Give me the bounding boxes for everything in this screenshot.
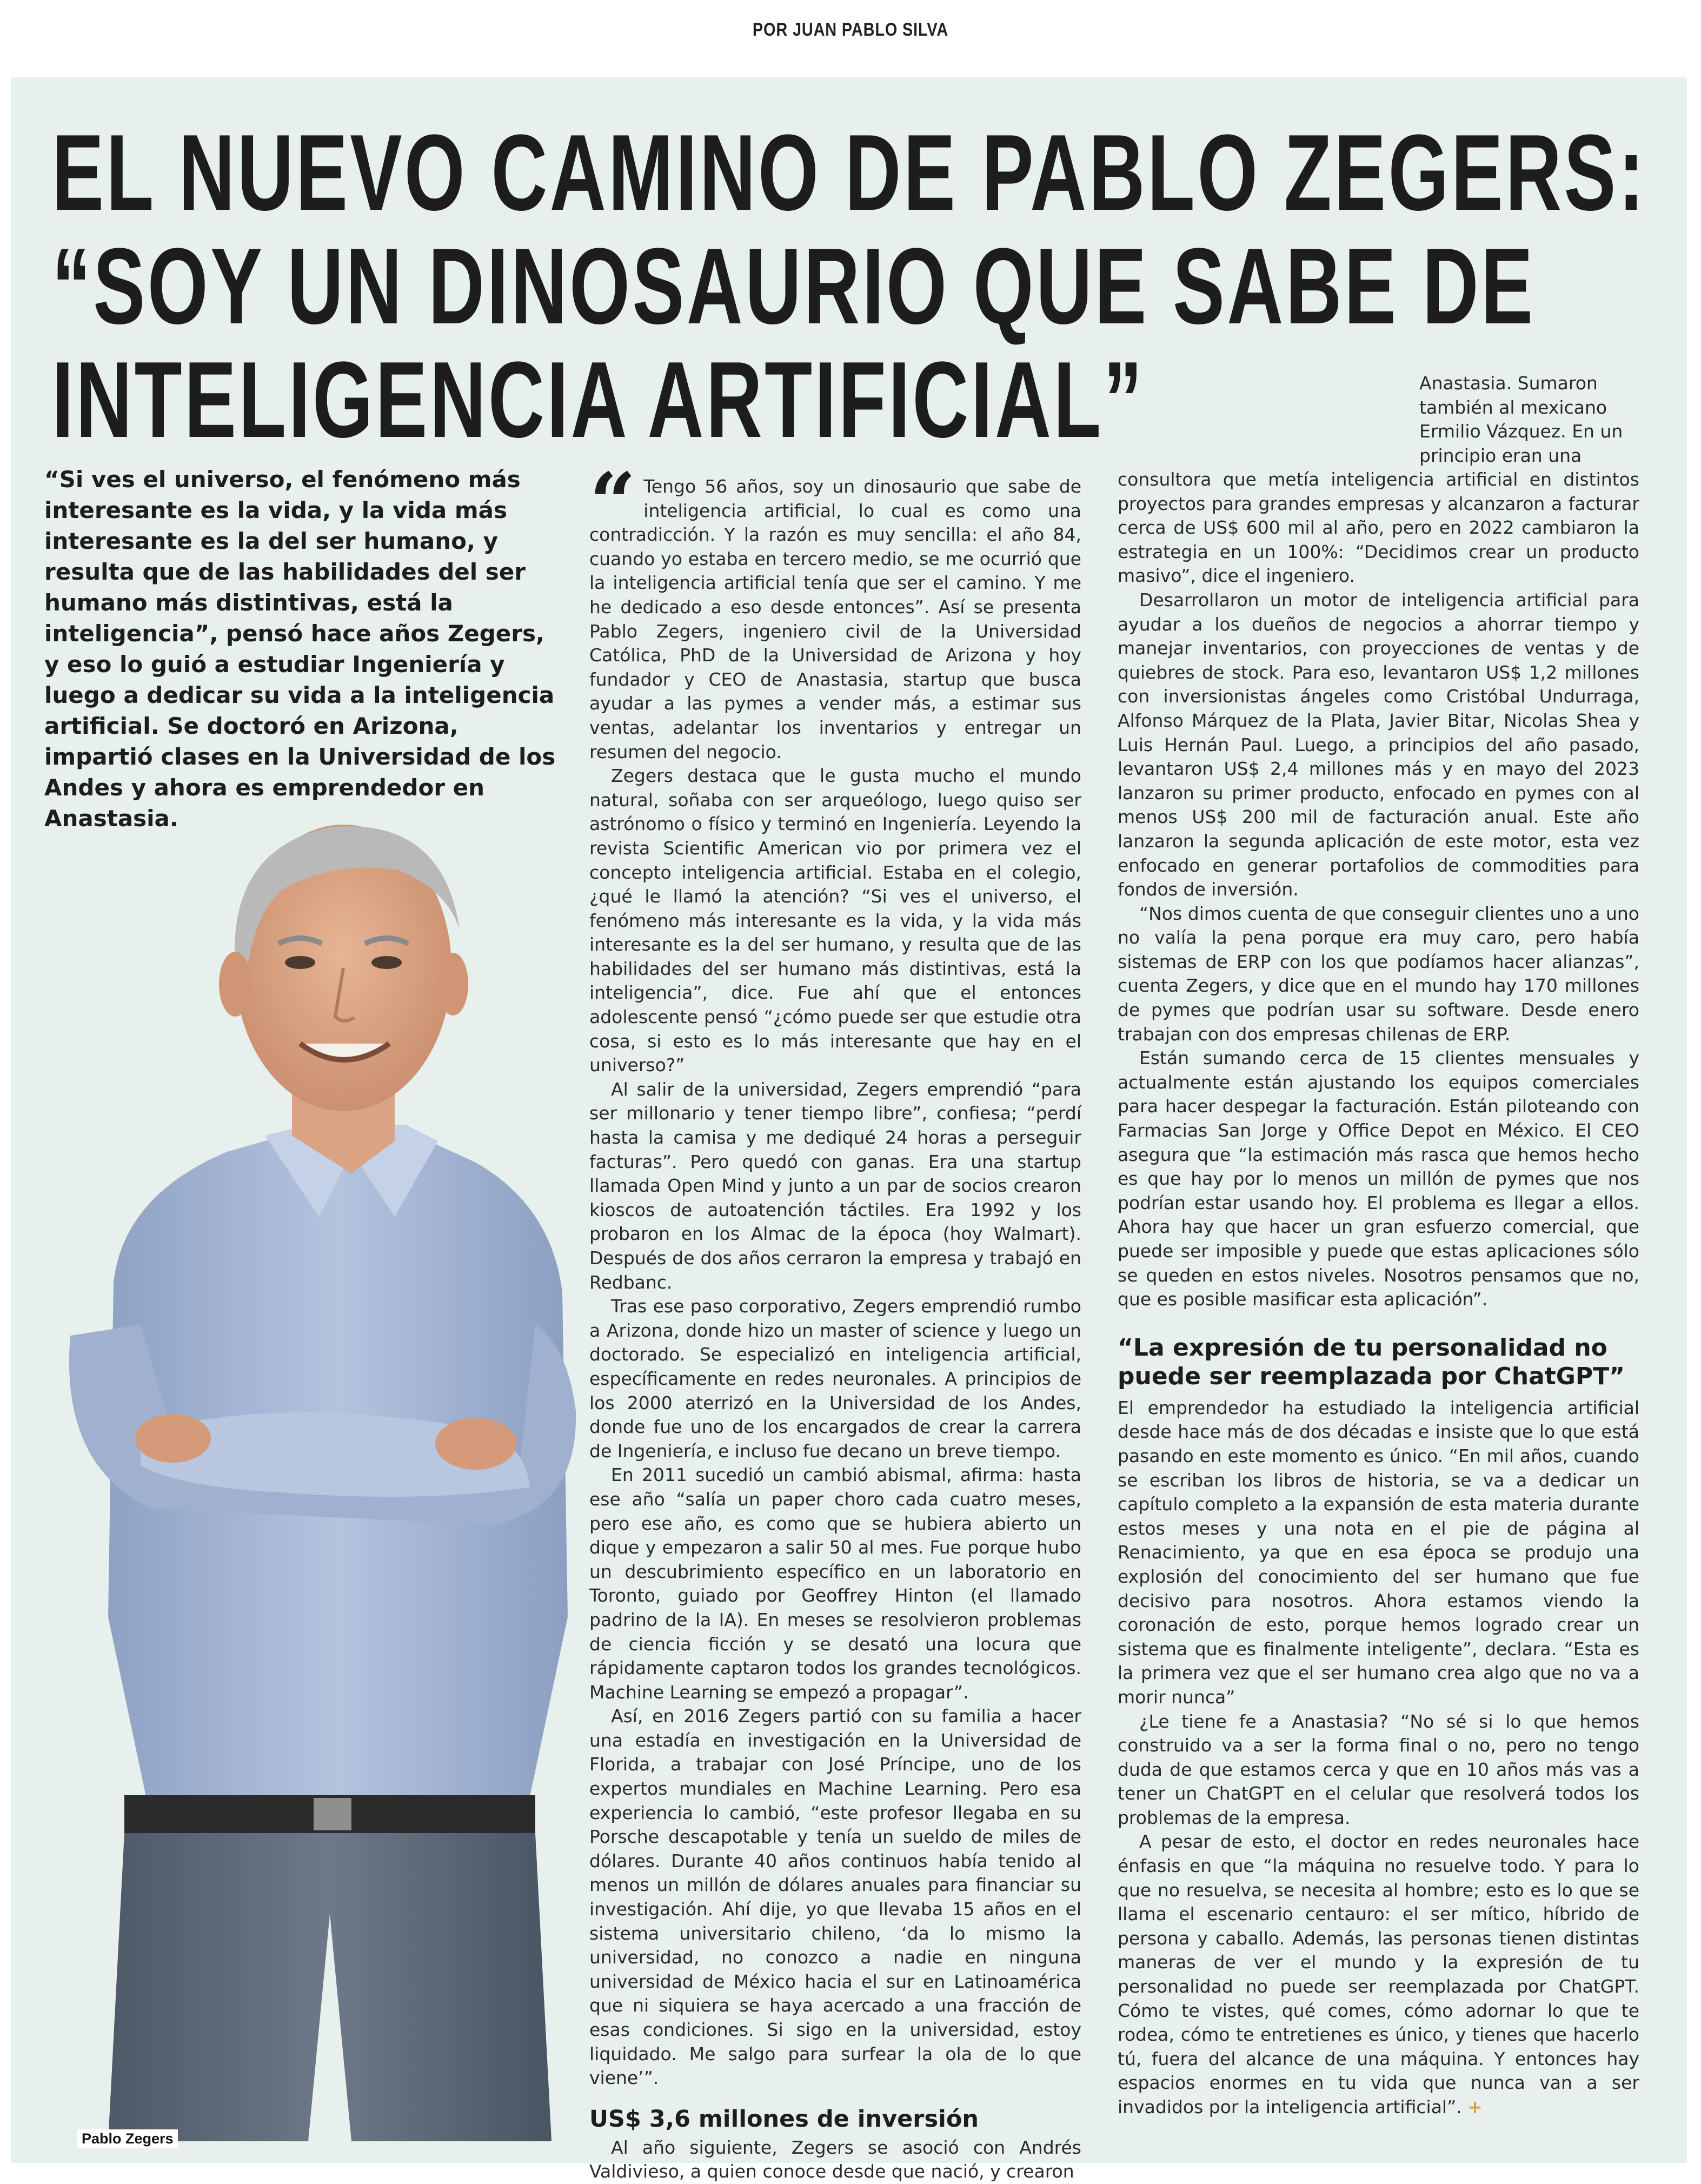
paragraph: Tras ese paso corporativo, Zegers emprendió rumbo a Arizona, donde hizo un master of science y luego un doctorado. Se especializó en inteligencia artificial, específicamente en redes neuronales. A principios de los 2000 aterrizó en la Universidad de los Andes, donde fue uno de los encargados de crear la carrera de Ingeniería, e incluso fue decano un breve tiempo.	[589, 1296, 1081, 1462]
portrait-illustration	[49, 806, 584, 2141]
subheading-personality: “La expresión de tu personalidad no puede ser reemplazada por ChatGPT”	[1118, 1333, 1625, 1390]
paragraph: El emprendedor ha estudiado la inteligencia artificial desde hace más de dos décadas e insiste que lo que está pasando en este momento es único. “En mil años, cuando se escriban los libros de historia, se va a dedicar un capítulo completo a la expansión de esta materia durante estos meses y una nota en el pie de página al Renacimiento, ya que en esa época se produjo una explosión del conocimiento del ser humano que fue decisivo para nosotros. Ahora estamos viendo la coronación de esto, porque hemos logrado crear un sistema que es finalmente inteligente”, declara. “Esta es la primera vez que el ser humano crea algo que no va a morir nunca”	[1118, 1397, 1639, 1708]
paragraph: consultora que metía inteligencia artificial en distintos proyectos para grandes empresas y alcanzaron a facturar cerca de US$ 600 mil al año, pero en 2022 cambiaron la estrategia en un 100%: “Decidimos crear un producto masivo”, dice el ingeniero.	[1118, 469, 1639, 587]
paragraph: Tengo 56 años, soy un dinosaurio que sabe de inteligencia artificial, lo cual es como una contradicción. Y la razón es muy sencilla: el año 84, cuando yo estaba en tercero medio, se me ocurrió que la inteligencia artificial tenía que ser el camino. Y me he dedicado a eso desde entonces”. Así se presenta Pablo Zegers, ingeniero civil de la Universidad Católica, PhD de la Universidad de Arizona y hoy fundador y CEO de Anastasia, startup que busca ayudar a las pymes a vender más, a estimar sus ventas, adelantar los inventarios y entregar un resumen del negocio.	[589, 476, 1081, 762]
paragraph: Están sumando cerca de 15 clientes mensuales y actualmente están ajustando los equipos comerciales para hacer despegar la facturación. Están piloteando con Farmacias San Jorge y Office Depot en México. El CEO asegura que “la estimación más rasca que hemos hecho es que hay por lo menos un millón de pymes que nos podrían estar usando hoy. El problema es llegar a ellos. Ahora hay que hacer un gran esfuerzo comercial, que puede ser imposible y puede que estas aplicaciones sólo se queden en estos niveles. Nosotros pensamos que no, que es posible masificar esta aplicación”.	[1118, 1047, 1639, 1310]
article-column-right-top: Anastasia. Sumaron también al mexicano Ermilio Vázquez. En un principio eran una	[1419, 373, 1623, 466]
quote-mark-icon: “	[589, 455, 636, 550]
paragraph: Al salir de la universidad, Zegers emprendió “para ser millonario y tener tiempo libre”, confiesa; “perdí hasta la camisa y me dediqué 24 horas a perseguir facturas”. Pero quedó con ganas. Era una startup llamada Open Mind y junto a un par de socios crearon kioscos de autoatención táctiles. Era 1992 y los probaron en los Almac de la época (hoy Walmart). Después de dos años cerraron la empresa y trabajó en Redbanc.	[589, 1078, 1081, 1293]
headline-line-3: INTELIGENCIA ARTIFICIAL”	[52, 340, 1145, 460]
paragraph: “Nos dimos cuenta de que conseguir clientes uno a uno no valía la pena porque era muy caro, pero había sistemas de ERP con los que podíamos hacer alianzas”, cuenta Zegers, y dice que en el mundo hay 170 millones de pymes que podrían usar su software. Desde enero trabajan con dos empresas chilenas de ERP.	[1118, 902, 1639, 1045]
lede-summary: “Si ves el universo, el fenómeno más interesante es la vida, y la vida más interesante es la del ser humano, y resulta que de las habilidades del ser humano más distintivas, está la inteligencia”, pensó hace años Zegers, y eso lo guió a estudiar Ingeniería y luego a dedicar su vida a la inteligencia artificial. Se doctoró en Arizona, impartió clases en la Universidad de los Andes y ahora es emprendedor en Anastasia.	[44, 466, 556, 832]
paragraph: Al año siguiente, Zegers se asoció con Andrés Valdivieso, a quien conoce desde que nació, y crearon	[589, 2136, 1081, 2182]
paragraph: ¿Le tiene fe a Anastasia? “No sé si lo que hemos construido va a ser la forma final o no, pero no tengo duda de que estamos cerca y que en 10 años más vas a tener un ChatGPT en el celular que resolverá todos los problemas de la empresa.	[1118, 1710, 1639, 1828]
paragraph: Desarrollaron un motor de inteligencia artificial para ayudar a los dueños de negocios a ahorrar tiempo y manejar inventarios, con proyecciones de ventas y de quiebres de stock. Para eso, levantaron US$ 1,2 millones con inversionistas ángeles como Cristóbal Undurraga, Alfonso Márquez de la Plata, Javier Bitar, Nicolas Shea y Luis Hernán Paul. Luego, a principios del año pasado, levantaron US$ 2,4 millones más y en mayo del 2023 lanzaron su primer producto, enfocado en pymes con al menos US$ 200 mil de facturación anual. Este año lanzaron la segunda aplicación de este motor, esta vez enfocado en generar portafolios de commodities para fondos de inversión.	[1118, 589, 1639, 900]
byline: POR JUAN PABLO SILVA	[752, 19, 949, 40]
paragraph: En 2011 sucedió un cambió abismal, afirma: hasta ese año “salía un paper choro cada cuatro meses, pero ese año, es como que se hubiera abierto un dique y empezaron a salir 50 al mes. Fue porque hubo un descubrimiento específico en un laboratorio en Toronto, guiado por Geoffrey Hinton (el llamado padrino de la IA). En meses se resolvieron problemas de ciencia ficción y se desató una locura que rápidamente captaron todos los grandes tecnológicos. Machine Learning se empezó a propagar”.	[589, 1464, 1081, 1703]
paragraph: Zegers destaca que le gusta mucho el mundo natural, soñaba con ser arqueólogo, luego quiso ser astrónomo o físico y terminó en Ingeniería. Leyendo la revista Scientific American vio por primera vez el concepto inteligencia artificial. Estaba en el colegio, ¿qué le llamó la atención? “Si ves el universo, el fenómeno más interesante es la vida, y la vida más interesante es la del ser humano, y resulta que de las habilidades del ser humano más distintivas, está la inteligencia”, dice. Fue ahí que el entonces adolescente pensó “¿cómo puede ser que estudie otra cosa, si esto es lo más interesante que hay en el universo?”	[589, 765, 1081, 1076]
paragraph	[1118, 1830, 1639, 2119]
article-column-right	[1118, 468, 1639, 2120]
headline-line-2: “SOY UN DINOSAURIO QUE SABE DE	[52, 226, 1536, 347]
photo-caption: Pablo Zegers	[77, 2129, 178, 2148]
subheading-investment: US$ 3,6 millones de inversión	[589, 2105, 979, 2133]
headline-line-1: EL NUEVO CAMINO DE PABLO ZEGERS:	[52, 112, 1647, 233]
end-mark-icon: +	[1467, 2096, 1483, 2117]
portrait-photo	[49, 806, 584, 2141]
paragraph-text: A pesar de esto, el doctor en redes neuronales hace énfasis en que “la máquina no resuelve todo. Y para lo que no resuelva, se necesita al hombre; esto es lo que se llama el escenario centauro: el ser mítico, híbrido de persona y caballo. Además, las personas tienen distintas maneras de ver el mundo y la expresión de tu personalidad no puede ser reemplazada por ChatGPT. Cómo te vistes, qué comes, cómo adornar lo que te rodea, cómo te entretienes es único, y tienes que hacerlo tú, fuera del alcance de una máquina. Y entonces hay espacios enormes en tu vida que nunca van a ser invadidos por la inteligencia artificial”.	[1118, 1831, 1639, 2117]
article-column-middle	[589, 455, 1081, 2184]
paragraph: Así, en 2016 Zegers partió con su familia a hacer una estadía en investigación en la Universidad de Florida, a trabajar con José Príncipe, uno de los expertos mundiales en Machine Learning. Pero esa experiencia lo cambió, “este profesor llegaba en su Porsche descapotable y tenía un sueldo de miles de dólares. Durante 40 años continuos había tenido al menos un millón de dólares anuales para financiar su investigación. Ahí dije, yo que llevaba 15 años en el sistema universitario chileno, ‘da lo mismo la universidad, no conozco a nadie en ninguna universidad de México hacia el sur en Latinoamérica que ni siquiera se haya acercado a una fracción de esas condiciones. Si sigo en la universidad, estoy liquidado. Me salgo para surfear la ola de lo que viene’”.	[589, 1705, 1081, 2089]
